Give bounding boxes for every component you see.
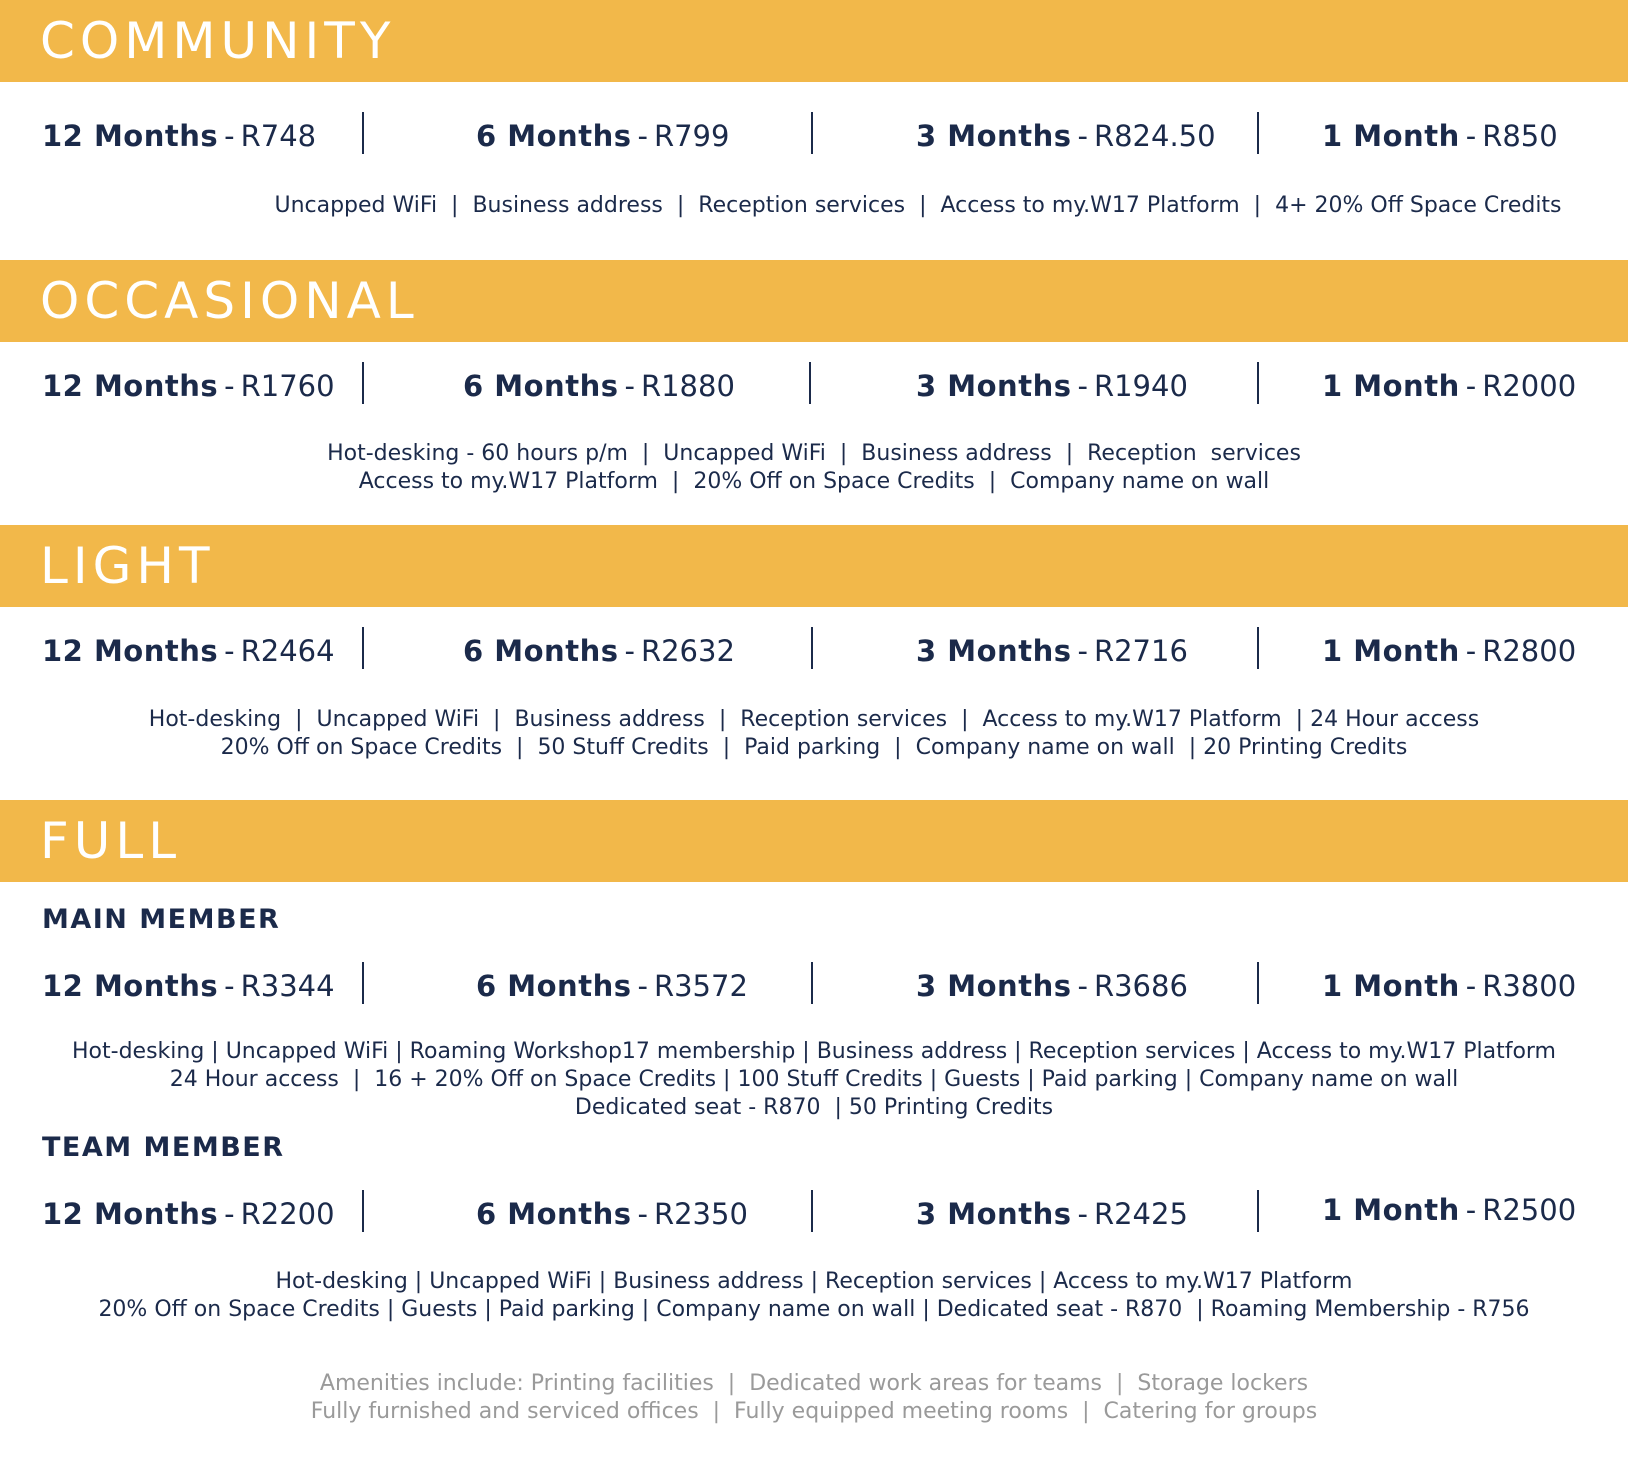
price-separator: - xyxy=(224,969,235,1003)
price-option xyxy=(916,368,1188,404)
price-amount: R2464 xyxy=(240,634,335,668)
price-option xyxy=(1322,633,1576,669)
price-amount: R3686 xyxy=(1093,969,1188,1003)
price-option xyxy=(1322,1192,1576,1228)
price-duration: 1 Month xyxy=(1322,119,1460,153)
price-amount: R2000 xyxy=(1482,369,1577,403)
price-separator: - xyxy=(1077,634,1088,668)
price-amount: R2200 xyxy=(240,1197,335,1231)
price-option xyxy=(42,118,316,154)
price-amount: R1940 xyxy=(1093,369,1188,403)
feature-line: 20% Off on Space Credits | 50 Stuff Credits | Paid parking | Company name on wall | 20 Printing Credits xyxy=(220,735,1408,760)
light-features xyxy=(0,706,1628,762)
divider xyxy=(811,627,813,669)
divider xyxy=(811,962,813,1004)
price-amount: R3572 xyxy=(653,969,748,1003)
feature-line: 24 Hour access | 16 + 20% Off on Space Credits | 100 Stuff Credits | Guests | Paid parking | Company name on wall xyxy=(169,1067,1459,1092)
price-option xyxy=(476,1196,748,1232)
price-option xyxy=(1322,118,1558,154)
price-separator: - xyxy=(637,1197,648,1231)
price-option xyxy=(476,968,748,1004)
price-duration: 12 Months xyxy=(42,369,219,403)
price-amount: R824.50 xyxy=(1093,119,1216,153)
divider xyxy=(811,1190,813,1232)
price-duration: 12 Months xyxy=(42,1197,219,1231)
price-duration: 1 Month xyxy=(1322,369,1460,403)
price-amount: R2500 xyxy=(1482,1193,1577,1227)
feature-line: Uncapped WiFi | Business address | Reception services | Access to my.W17 Platform | 4+ 20% Off Space Credits xyxy=(274,193,1562,218)
price-option xyxy=(916,118,1216,154)
occasional-header-band xyxy=(0,260,1628,342)
main-member-features xyxy=(0,1038,1628,1122)
feature-line: Hot-desking | Uncapped WiFi | Business address | Reception services | Access to my.W17 Platform xyxy=(275,1269,1353,1294)
price-amount: R799 xyxy=(653,119,730,153)
divider xyxy=(362,1190,364,1232)
amenities-line: Fully furnished and serviced offices | Fully equipped meeting rooms | Catering for groups xyxy=(310,1399,1318,1424)
price-separator: - xyxy=(1465,634,1477,668)
divider xyxy=(362,962,364,1004)
price-separator: - xyxy=(1077,369,1088,403)
price-separator: - xyxy=(1465,1193,1477,1227)
price-separator: - xyxy=(224,119,235,153)
price-separator: - xyxy=(1465,369,1477,403)
price-separator: - xyxy=(224,634,235,668)
occasional-features xyxy=(0,440,1628,496)
price-duration: 3 Months xyxy=(916,369,1072,403)
price-duration: 6 Months xyxy=(476,119,632,153)
divider xyxy=(1257,627,1259,669)
price-option xyxy=(1322,968,1576,1004)
full-header-band xyxy=(0,800,1628,882)
team-member-heading: TEAM MEMBER xyxy=(42,1132,285,1163)
feature-line: Hot-desking | Uncapped WiFi | Business address | Reception services | Access to my.W17 Platform | 24 Hour access xyxy=(148,707,1480,732)
divider xyxy=(1257,362,1259,404)
price-amount: R3344 xyxy=(240,969,335,1003)
price-amount: R2350 xyxy=(653,1197,748,1231)
price-amount: R1880 xyxy=(640,369,735,403)
light-price-row xyxy=(0,627,1628,677)
price-duration: 12 Months xyxy=(42,969,219,1003)
price-amount: R3800 xyxy=(1482,969,1577,1003)
price-option xyxy=(916,1196,1188,1232)
community-price-row xyxy=(0,112,1628,162)
amenities-line: Amenities include: Printing facilities | Dedicated work areas for teams | Storage lockers xyxy=(319,1371,1309,1396)
price-option xyxy=(463,633,735,669)
price-amount: R2800 xyxy=(1482,634,1577,668)
price-duration: 12 Months xyxy=(42,634,219,668)
divider xyxy=(362,362,364,404)
price-duration: 12 Months xyxy=(42,119,219,153)
feature-line: Hot-desking - 60 hours p/m | Uncapped WiFi | Business address | Reception services xyxy=(327,441,1301,466)
divider xyxy=(1257,962,1259,1004)
price-separator: - xyxy=(1465,119,1477,153)
price-option xyxy=(463,368,735,404)
price-amount: R748 xyxy=(240,119,317,153)
price-separator: - xyxy=(224,369,235,403)
main-member-price-row xyxy=(0,962,1628,1012)
price-duration: 1 Month xyxy=(1322,969,1460,1003)
price-amount: R2425 xyxy=(1093,1197,1188,1231)
team-member-price-row xyxy=(0,1190,1628,1240)
community-header-band xyxy=(0,0,1628,82)
feature-line: 20% Off on Space Credits | Guests | Paid parking | Company name on wall | Dedicated seat - R870 | Roaming Membership - R756 xyxy=(98,1297,1530,1322)
price-option xyxy=(42,633,335,669)
occasional-title: OCCASIONAL xyxy=(40,272,419,330)
price-option xyxy=(1322,368,1576,404)
price-separator: - xyxy=(624,369,635,403)
price-option xyxy=(916,968,1188,1004)
amenities-note xyxy=(0,1370,1628,1426)
team-member-features xyxy=(0,1268,1628,1324)
main-member-heading: MAIN MEMBER xyxy=(42,904,281,935)
price-separator: - xyxy=(1077,969,1088,1003)
price-duration: 1 Month xyxy=(1322,634,1460,668)
feature-line: Access to my.W17 Platform | 20% Off on Space Credits | Company name on wall xyxy=(358,469,1270,494)
price-duration: 1 Month xyxy=(1322,1193,1460,1227)
divider xyxy=(362,112,364,154)
price-separator: - xyxy=(1077,119,1088,153)
price-duration: 3 Months xyxy=(916,634,1072,668)
feature-line: Hot-desking | Uncapped WiFi | Roaming Workshop17 membership | Business address | Reception services | Access to my.W17 Platform xyxy=(72,1039,1556,1064)
price-amount: R2632 xyxy=(640,634,735,668)
full-title: FULL xyxy=(40,812,182,870)
price-duration: 6 Months xyxy=(476,969,632,1003)
divider xyxy=(811,112,813,154)
price-separator: - xyxy=(1077,1197,1088,1231)
price-duration: 6 Months xyxy=(463,634,619,668)
price-amount: R1760 xyxy=(240,369,335,403)
price-duration: 3 Months xyxy=(916,119,1072,153)
price-option xyxy=(42,368,335,404)
divider xyxy=(809,362,811,404)
price-duration: 6 Months xyxy=(476,1197,632,1231)
price-separator: - xyxy=(637,969,648,1003)
price-duration: 3 Months xyxy=(916,969,1072,1003)
price-option xyxy=(476,118,729,154)
light-header-band xyxy=(0,525,1628,607)
price-option xyxy=(916,633,1188,669)
price-separator: - xyxy=(637,119,648,153)
divider xyxy=(362,627,364,669)
price-amount: R850 xyxy=(1482,119,1558,153)
occasional-price-row xyxy=(0,362,1628,412)
community-title: COMMUNITY xyxy=(40,12,396,70)
price-duration: 6 Months xyxy=(463,369,619,403)
divider xyxy=(1257,112,1259,154)
price-separator: - xyxy=(1465,969,1477,1003)
price-separator: - xyxy=(224,1197,235,1231)
divider xyxy=(1257,1190,1259,1232)
price-option xyxy=(42,968,335,1004)
price-option xyxy=(42,1196,335,1232)
feature-line: Dedicated seat - R870 | 50 Printing Credits xyxy=(574,1095,1054,1120)
price-amount: R2716 xyxy=(1093,634,1188,668)
community-features xyxy=(104,192,1628,220)
light-title: LIGHT xyxy=(40,537,215,595)
price-duration: 3 Months xyxy=(916,1197,1072,1231)
price-separator: - xyxy=(624,634,635,668)
